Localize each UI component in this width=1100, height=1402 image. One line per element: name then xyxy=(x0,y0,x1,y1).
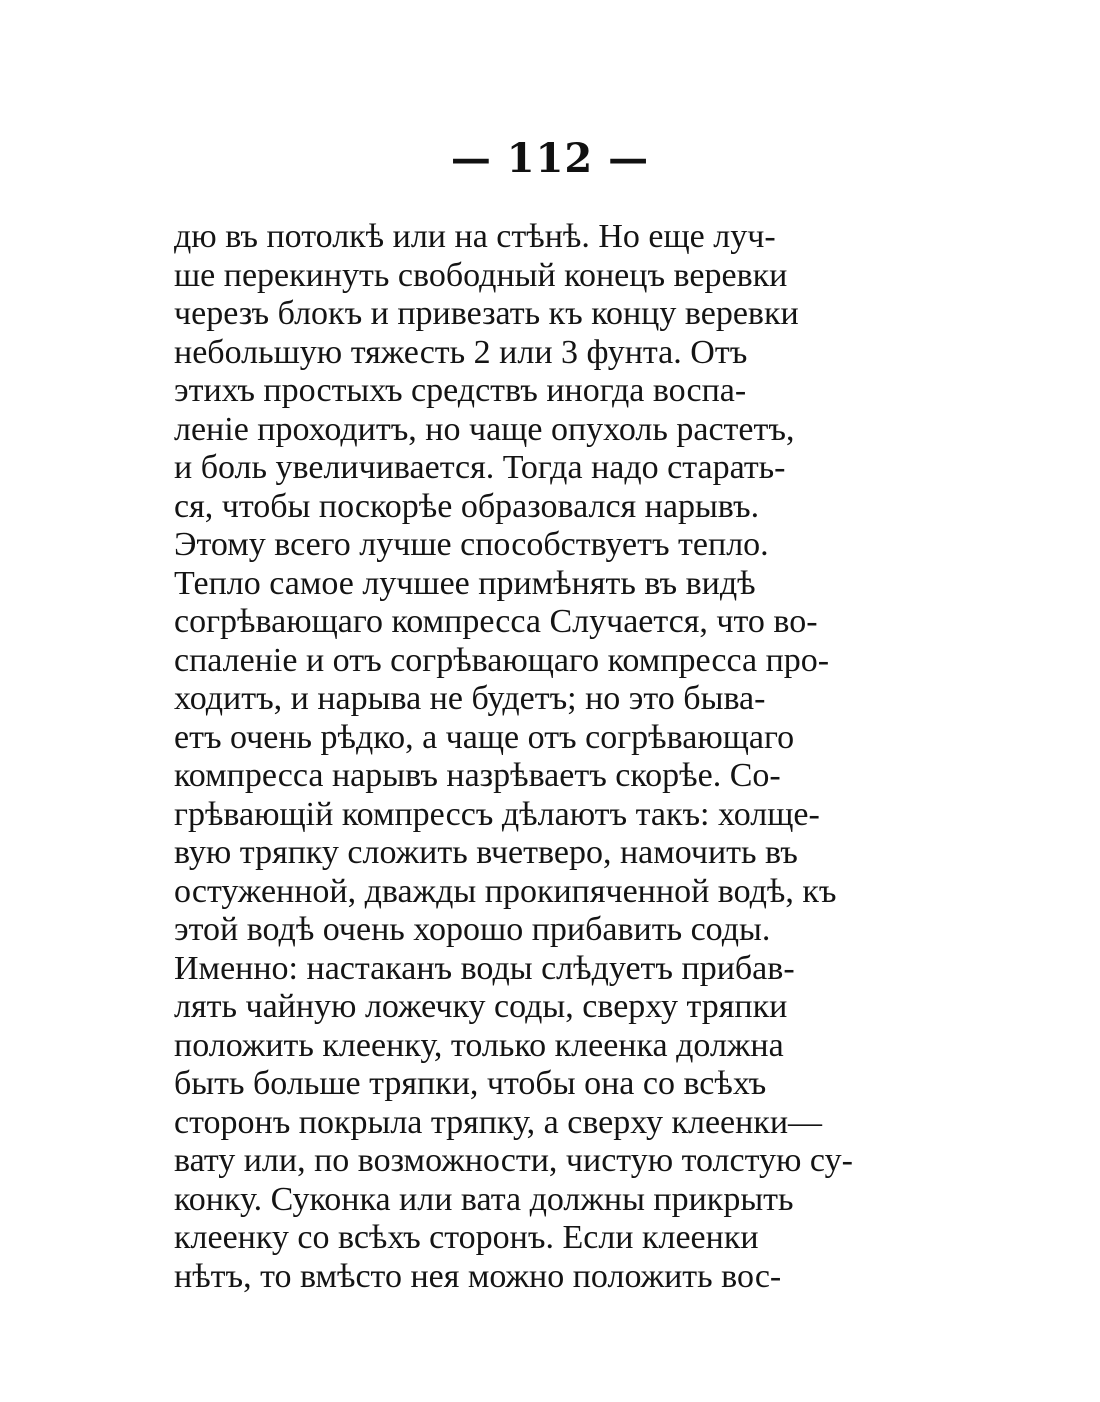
text-line: и боль увеличивается. Тогда надо старать- xyxy=(174,449,786,486)
text-line: ше перекинуть свободный конецъ веревки xyxy=(174,256,788,294)
text-line: клеенку со всѣхъ сторонъ. Если клеенки xyxy=(174,1219,759,1256)
text-line: остуженной, дважды прокипяченной водѣ, къ xyxy=(174,872,837,910)
text-line: леніе проходитъ, но чаще опухоль растетъ, xyxy=(174,410,795,448)
text-line: компресса нарывъ назрѣваетъ скорѣе. Со- xyxy=(174,757,781,794)
text-line: конку. Суконка или вата должны прикрыть xyxy=(174,1180,794,1218)
text-line: вую тряпку сложить вчетверо, намочить въ xyxy=(174,834,798,871)
text-line: этой водѣ очень хорошо прибавить соды. xyxy=(174,911,771,948)
text-line: грѣвающій компрессъ дѣлаютъ такъ: холще- xyxy=(174,795,820,833)
text-line: лять чайную ложечку соды, сверху тряпки xyxy=(174,988,788,1025)
text-line: черезъ блокъ и привезать къ концу веревки xyxy=(174,295,799,332)
text-line: этихъ простыхъ средствъ иногда воспа- xyxy=(174,372,747,409)
text-line: ходитъ, и нарыва не будетъ; но это быва- xyxy=(174,680,766,717)
text-line: Этому всего лучше способствуетъ тепло. xyxy=(174,526,769,563)
text-line: положить клеенку, только клеенка должна xyxy=(174,1026,784,1064)
text-line: Именно: настаканъ воды слѣдуетъ прибав- xyxy=(174,949,795,987)
text-line: нѣтъ, то вмѣсто нея можно положить вос- xyxy=(174,1257,782,1295)
body-text xyxy=(174,218,928,1296)
text-line: небольшую тяжесть 2 или 3 фунта. Отъ xyxy=(174,333,748,371)
text-line: вату или, по возможности, чистую толстую су- xyxy=(174,1142,853,1179)
text-line: Тепло самое лучшее примѣнять въ видѣ xyxy=(174,564,756,602)
page-number: — 112 — xyxy=(450,135,650,182)
text-line: ся, чтобы поскорѣе образовался нарывъ. xyxy=(174,487,760,525)
text-line: согрѣвающаго компресса Случается, что во- xyxy=(174,603,818,640)
text-line: быть больше тряпки, чтобы она со всѣхъ xyxy=(174,1065,767,1102)
text-line: дю въ потолкѣ или на стѣнѣ. Но еще луч- xyxy=(174,218,776,255)
text-line: етъ очень рѣдко, а чаще отъ согрѣвающаго xyxy=(174,718,795,756)
text-line: спаленіе и отъ согрѣвающаго компресса про- xyxy=(174,641,830,679)
text-line: сторонъ покрыла тряпку, а сверху клеенки— xyxy=(174,1103,823,1141)
